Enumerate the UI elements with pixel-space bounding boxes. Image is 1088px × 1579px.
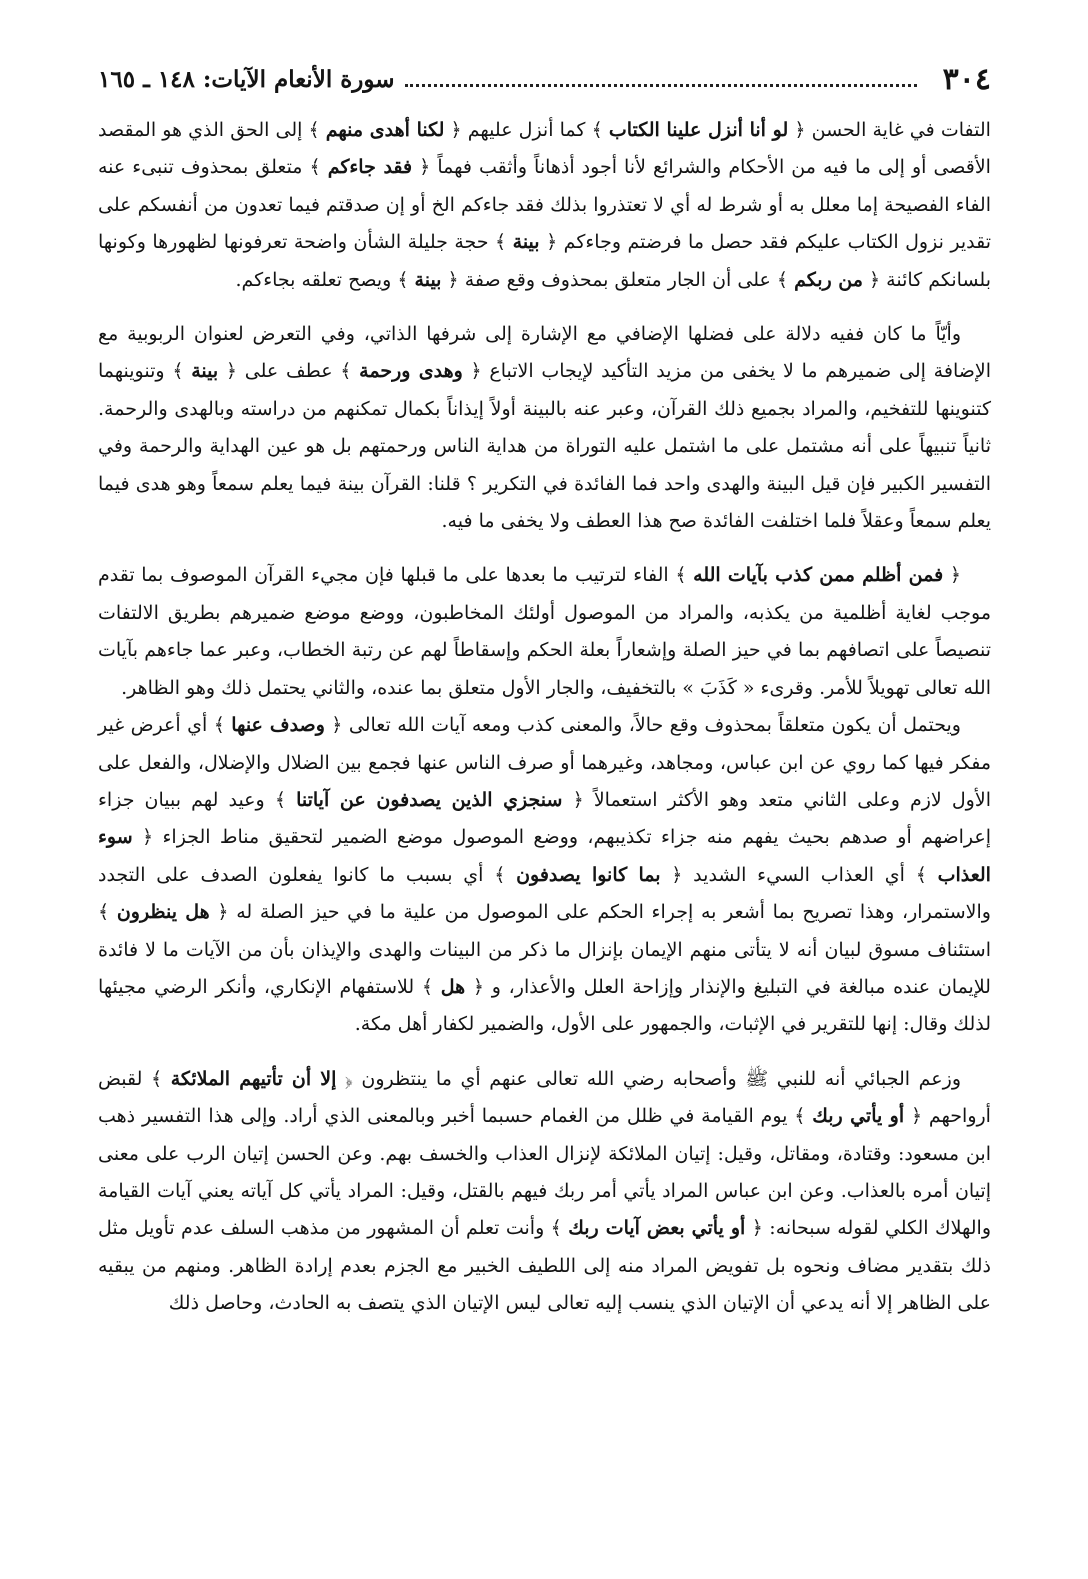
ornate-bracket-open: ﴿ bbox=[441, 268, 459, 291]
ornate-bracket-open: ﴿ bbox=[788, 119, 806, 141]
ornate-bracket-open: ﴿ bbox=[745, 1217, 763, 1240]
quran-quote bbox=[340, 360, 481, 382]
paragraph bbox=[98, 557, 991, 707]
ornate-bracket-open: ﴿ bbox=[862, 268, 881, 291]
ornate-bracket-close: ﴾ bbox=[151, 1067, 171, 1090]
commentary-text: لقبض أرواحهم bbox=[98, 1067, 991, 1128]
ornate-bracket-open: ﴿ bbox=[943, 564, 961, 587]
commentary-text: وأنت تعلم أن المشهور من مذهب السلف عدم تأويل مثل ذلك بتقدير مضاف ونحوه بل تفويض المراد منه إلى اللطيف الخبير مع الجزم بعدم إرادة الظاهر. ومنهم من يبقيه على الظاهر إلا أنه يدعي أن الإتيان الذي ينسب إليه تعالى ليس الإتيان الذي يتصف به الحادث، وحاصل ذلك bbox=[98, 1217, 991, 1315]
header-dotted-separator bbox=[405, 84, 917, 87]
ornate-bracket-close: ﴾ bbox=[421, 975, 441, 998]
quran-quote bbox=[675, 564, 961, 586]
ornate-bracket-open: ﴿ bbox=[904, 1105, 923, 1128]
paragraph bbox=[98, 112, 991, 299]
ornate-bracket-open: ﴿ bbox=[336, 1067, 353, 1090]
ornate-bracket-open: ﴿ bbox=[324, 714, 343, 737]
ornate-bracket-close: ﴾ bbox=[591, 119, 609, 141]
ornate-bracket-close: ﴾ bbox=[675, 564, 694, 587]
commentary-text: يوم القيامة في ظلل من الغمام حسبما أخبر وبالمعنى الذي أراد. وإلى هذا التفسير ذهب ابن مسعود: وقتادة، ومقاتل، وقيل: إتيان الملائكة لإنزال العذاب والخسف بهم. وعن الحسن إتيان الرب على معنى إتيان أمره بالعذاب. وعن ابن عباس المراد يأتي أمر ربك فيهم بالقتل، وقيل: المراد يأتي كل آياته يعني آيات القيامة والهلاك الكلي لقوله سبحانه: bbox=[98, 1105, 991, 1240]
ornate-bracket-close: ﴾ bbox=[340, 360, 360, 383]
commentary-text: ويصح تعلقه بجاءكم. bbox=[235, 268, 398, 291]
ornate-bracket-open: ﴿ bbox=[209, 901, 229, 924]
quran-quote bbox=[151, 1068, 353, 1090]
quran-quote-text: وهدى ورحمة bbox=[359, 360, 463, 383]
commentary-text: كما أنزل عليهم bbox=[461, 119, 592, 141]
ornate-bracket-close: ﴾ bbox=[495, 231, 513, 254]
commentary-text: وأيّاً ما كان ففيه دلالة على فضلها الإضافي مع الإشارة إلى شرفها الذاتي، وفي التعرض لعنوان الربوبية مع الإضافة إلى ضميرهم ما لا يخفى من مزيد التأكيد لإيجاب الاتباع bbox=[98, 323, 991, 383]
quran-quote bbox=[794, 1105, 922, 1127]
quran-quote-text: سنجزي الذين يصدفون عن آياتنا bbox=[296, 788, 563, 811]
ornate-bracket-open: ﴿ bbox=[660, 863, 683, 886]
quran-quote-text: أو يأتي بعض آيات ربك bbox=[568, 1217, 746, 1240]
ornate-bracket-open: ﴿ bbox=[562, 788, 584, 811]
quran-quote-text: فمن أظلم ممن كذب بآيات الله bbox=[693, 564, 944, 587]
commentary-text: وتنوينهما كتنوينها للتفخيم، والمراد بجميع ذلك القرآن، وعبر عنه بالبينة أولاً إيذاناً بكمال تمكنهم من دراسته وبالهدى والرحمة. ثانياً تنبيهاً على أنه مشتمل على ما اشتمل عليه التوراة من هداية الناس ورحمتهم بل هو عين الهداية والرحمة وفي التفسير الكبير فإن قيل البينة والهدى واحد فما الفائدة في التكرير ؟ قلنا: القرآن بينة فيما يعلم سمعاً وهو هدى فيما يعلم سمعاً وعقلاً فلما اختلفت الفائدة صح هذا العطف ولا يخفى ما فيه. bbox=[98, 360, 991, 533]
quran-quote bbox=[98, 901, 229, 923]
surah-verses-title: سورة الأنعام الآيات: ١٤٨ ـ ١٦٥ bbox=[98, 65, 395, 93]
ornate-bracket-close: ﴾ bbox=[213, 714, 232, 737]
quran-quote-text: بينة bbox=[414, 268, 442, 291]
ornate-bracket-close: ﴾ bbox=[550, 1217, 569, 1240]
ornate-bracket-close: ﴾ bbox=[915, 863, 938, 886]
ornate-bracket-open: ﴿ bbox=[412, 156, 431, 179]
quran-quote-text: أو يأتي ربك bbox=[812, 1105, 905, 1128]
ornate-bracket-open: ﴿ bbox=[539, 231, 558, 254]
paragraph bbox=[98, 707, 991, 1044]
commentary-text: استئناف مسوق لبيان أنه لا يتأتى منهم الإيمان بإنزال ما ذكر من البينات والهدى والإيذان بأن من الآيات ما لا فائدة للإيمان عنده مبالغة في التبليغ والإنذار وإزاحة العلل والأعذار، و bbox=[98, 938, 991, 998]
ornate-bracket-close: ﴾ bbox=[494, 863, 517, 886]
paragraph bbox=[98, 1061, 991, 1323]
commentary-text: الفاء لترتيب ما بعدها على ما قبلها فإن مجيء القرآن الموصوف بما تقدم موجب لغاية أظلمية من يكذبه، والمراد من الموصول أولئك المخاطبون، ووضع موضع ضميرهم بطريق الالتفات تنصيصاً على اتصافهم بما في حيز الصلة وإشعاراً بعلة الحكم وإسقاطاً لهم عن رتبة الخطاب، وعبر عما جاءهم بآيات الله تعالى تهويلاً للأمر. وقرىء « كَذَبَ » بالتخفيف، والجار الأول متعلق بما عنده، والثاني يحتمل ذلك وهو الظاهر. bbox=[98, 564, 991, 699]
ornate-bracket-close: ﴾ bbox=[274, 788, 297, 811]
page-number: ٣٠٤ bbox=[942, 61, 991, 97]
commentary-body bbox=[98, 112, 991, 1323]
quran-quote bbox=[777, 269, 880, 291]
quran-quote-text: لكنا أهدى منهم bbox=[325, 119, 445, 141]
quran-quote bbox=[172, 360, 237, 382]
ornate-bracket-open: ﴿ bbox=[465, 975, 485, 998]
commentary-text: ويحتمل أن يكون متعلقاً بمحذوف وقع حالاً، والمعنى كذب ومعه آيات الله تعالى bbox=[342, 714, 961, 737]
quran-quote-text: بينة bbox=[191, 360, 219, 383]
quran-quote bbox=[495, 231, 557, 253]
commentary-text: أي بسبب ما كانوا يفعلون الصدف على التجدد والاستمرار، وهذا تصريح بما أشعر به إجراء الحكم على الموصول من علية ما في حيز الصلة له bbox=[98, 863, 991, 924]
paragraph bbox=[98, 316, 991, 540]
commentary-text: متعلق بمحذوف تنبىء عنه الفاء الفصيحة إما معلل به أو شرط له أي لا تعتذروا بذلك فقد جاءكم الخ أو إن صدقتم فيما تعدون من أنفسكم على تقدير نزول الكتاب عليكم فقد حصل ما فرضتم وجاءكم bbox=[98, 156, 991, 254]
commentary-text: حجة جليلة الشأن واضحة تعرفونها لظهورها وكونها بلسانكم كائنة bbox=[98, 231, 991, 291]
commentary-text: عطف على bbox=[237, 360, 341, 383]
quran-quote bbox=[494, 864, 682, 886]
quran-quote-text: هل bbox=[440, 975, 466, 998]
quran-quote bbox=[275, 789, 584, 811]
quran-quote-text: سوء العذاب bbox=[98, 826, 991, 886]
quran-quote-text: هل ينظرون bbox=[116, 901, 210, 924]
ornate-bracket-close: ﴾ bbox=[98, 901, 117, 924]
quran-quote-text: بما كانوا يصدفون bbox=[516, 863, 661, 886]
ornate-bracket-open: ﴿ bbox=[218, 360, 238, 383]
commentary-text: وزعم الجبائي أنه للنبي ﷺ وأصحابه رضي الله تعالى عنهم أي ما ينتظرون bbox=[352, 1067, 961, 1090]
commentary-text: أي العذاب السيء الشديد bbox=[682, 863, 916, 886]
quran-quote bbox=[397, 269, 458, 291]
commentary-text: للاستفهام الإنكاري، وأنكر الرضي مجيئها لذلك وقال: إنها للتقرير في الإثبات، والجمهور على الأول، والضمير لكفار أهل مكة. bbox=[98, 975, 991, 1036]
ornate-bracket-close: ﴾ bbox=[794, 1105, 813, 1128]
commentary-text: أي أعرض غير مفكر فيها كما روي عن ابن عباس، ومجاهد، وغيرهما أو صرف الناس عنها فجمع بين الضلال والإضلال، والفعل على الأول لازم وعلى الثاني متعد وهو الأكثر استعمالاً bbox=[98, 714, 991, 811]
quran-quote bbox=[309, 119, 462, 141]
commentary-text: إلى الحق الذي هو المقصد الأقصى أو إلى ما فيه من الأحكام والشرائع لأنا أجود أذهاناً وأثقب فهماً bbox=[98, 119, 991, 179]
quran-quote-text: بينة bbox=[512, 231, 540, 254]
quran-quote-text: لو أنا أنزل علينا الكتاب bbox=[608, 119, 789, 141]
quran-quote-text: من ربكم bbox=[794, 268, 863, 291]
page-header bbox=[98, 62, 991, 96]
quran-quote bbox=[310, 156, 431, 178]
quran-quote bbox=[214, 714, 343, 736]
ornate-bracket-open: ﴿ bbox=[462, 360, 482, 383]
quran-quote-text: إلا أن تأتيهم الملائكة bbox=[170, 1067, 337, 1090]
ornate-bracket-close: ﴾ bbox=[308, 119, 326, 141]
quran-quote-text: فقد جاءكم bbox=[327, 156, 413, 179]
quran-quote bbox=[551, 1217, 763, 1239]
commentary-text: وعيد لهم ببيان جزاء إعراضهم أو صدهم بحيث يفهم منه جزاء تكذيبهم، ووضع الموصول موضع الضمير لتحقيق مناط الجزاء bbox=[98, 788, 991, 849]
ornate-bracket-open: ﴿ bbox=[132, 826, 154, 849]
quran-quote bbox=[592, 119, 806, 141]
quran-quote-text: وصدف عنها bbox=[231, 714, 325, 737]
ornate-bracket-close: ﴾ bbox=[309, 156, 328, 179]
commentary-text: التفات في غاية الحسن bbox=[805, 119, 991, 141]
ornate-bracket-open: ﴿ bbox=[444, 119, 462, 141]
ornate-bracket-close: ﴾ bbox=[172, 360, 192, 383]
commentary-text: على أن الجار متعلق بمحذوف وقع صفة bbox=[458, 268, 777, 291]
ornate-bracket-close: ﴾ bbox=[397, 268, 415, 291]
quran-quote bbox=[422, 976, 484, 998]
ornate-bracket-close: ﴾ bbox=[776, 268, 795, 291]
